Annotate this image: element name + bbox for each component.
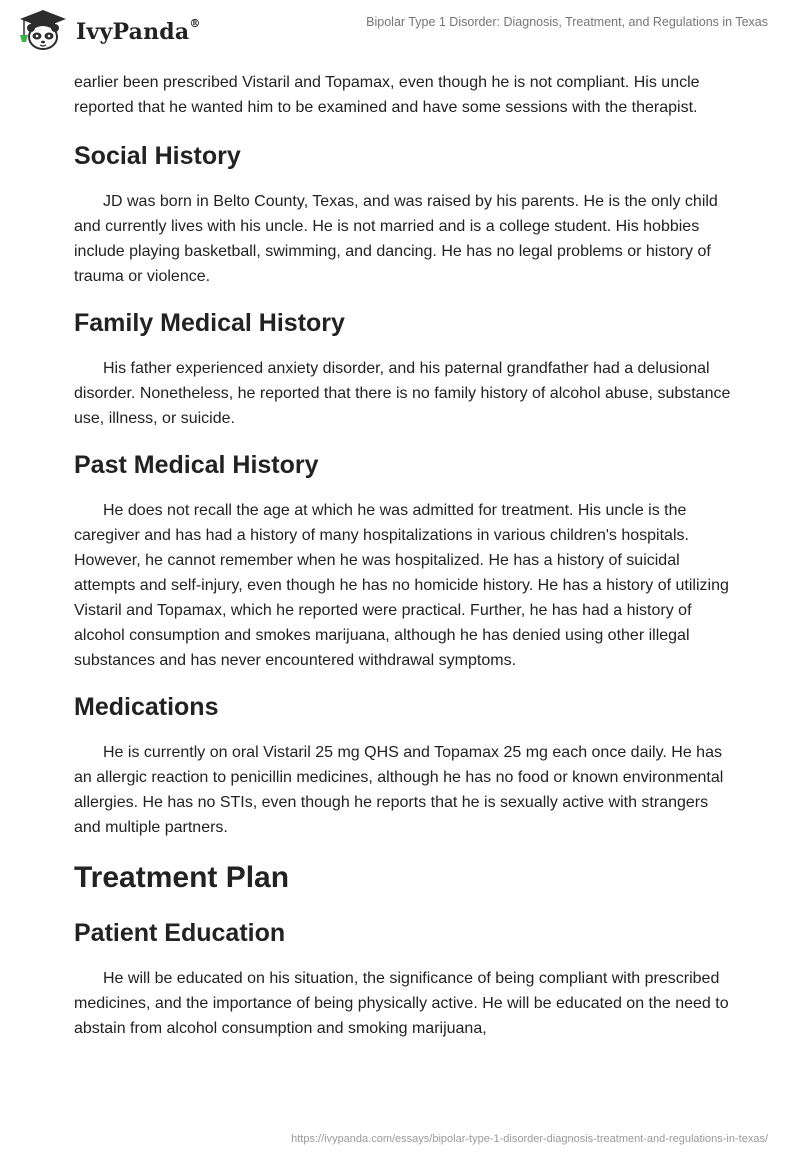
section-text-past-medical-history: He does not recall the age at which he was admitted for treatment. His uncle is the caregiver and has had a history of many hospitalizations in various children's hospitals. However, he cannot remember when he was hospitalized. He has a history of suicidal attempts and self-injury, even though he has no homicide history. He has a history of utilizing Vistaril and Topamax, which he reported were practical. Further, he has had a history of alcohol consumption and smokes marijuana, although he has denied using other illegal substances and has never encountered withdrawal symptoms. bbox=[74, 502, 729, 669]
section-heading-past-medical-history: Past Medical History bbox=[74, 451, 319, 479]
section-heading-family-medical-history: Family Medical History bbox=[74, 309, 345, 337]
section-text-patient-education: He will be educated on his situation, the significance of being compliant with prescribed medicines, and the importance of being physically active. He will be educated on the need to abstain from alcohol consumption and smoking marijuana, bbox=[74, 970, 729, 1037]
section-heading-social-history: Social History bbox=[74, 142, 241, 170]
page-header bbox=[0, 0, 800, 64]
logo-text: IvyPanda® bbox=[76, 17, 201, 45]
section-heading-medications: Medications bbox=[74, 693, 219, 721]
section-heading-patient-education: Patient Education bbox=[74, 919, 286, 947]
essay-content bbox=[74, 70, 734, 1041]
section-text-medications: He is currently on oral Vistaril 25 mg QHS and Topamax 25 mg each once daily. He has an allergic reaction to penicillin medicines, although he has no food or known environmental allergies. He has no STIs, even though he reports that he is sexually active with strangers and multiple partners. bbox=[74, 744, 724, 836]
treatment-plan-heading: Treatment Plan bbox=[74, 861, 290, 894]
footer-url[interactable]: https://ivypanda.com/essays/bipolar-type-1-disorder-diagnosis-treatment-and-regulations-in-texas/ bbox=[291, 1133, 768, 1145]
logo[interactable] bbox=[14, 8, 201, 52]
document-title: Bipolar Type 1 Disorder: Diagnosis, Treatment, and Regulations in Texas bbox=[366, 15, 768, 29]
intro-paragraph: earlier been prescribed Vistaril and Topamax, even though he is not compliant. His uncle reported that he wanted him to be examined and have some sessions with the therapist. bbox=[74, 74, 700, 116]
section-text-family-medical-history: His father experienced anxiety disorder, and his paternal grandfather had a delusional disorder. Nonetheless, he reported that there is no family history of alcohol abuse, substance use, illness, or suicide. bbox=[74, 360, 731, 427]
panda-graduate-icon bbox=[14, 8, 72, 52]
section-text-social-history: JD was born in Belto County, Texas, and was raised by his parents. He is the only child and currently lives with his uncle. He is not married and is a college student. His hobbies include playing basketball, swimming, and dancing. He has no legal problems or history of trauma or violence. bbox=[74, 193, 718, 285]
